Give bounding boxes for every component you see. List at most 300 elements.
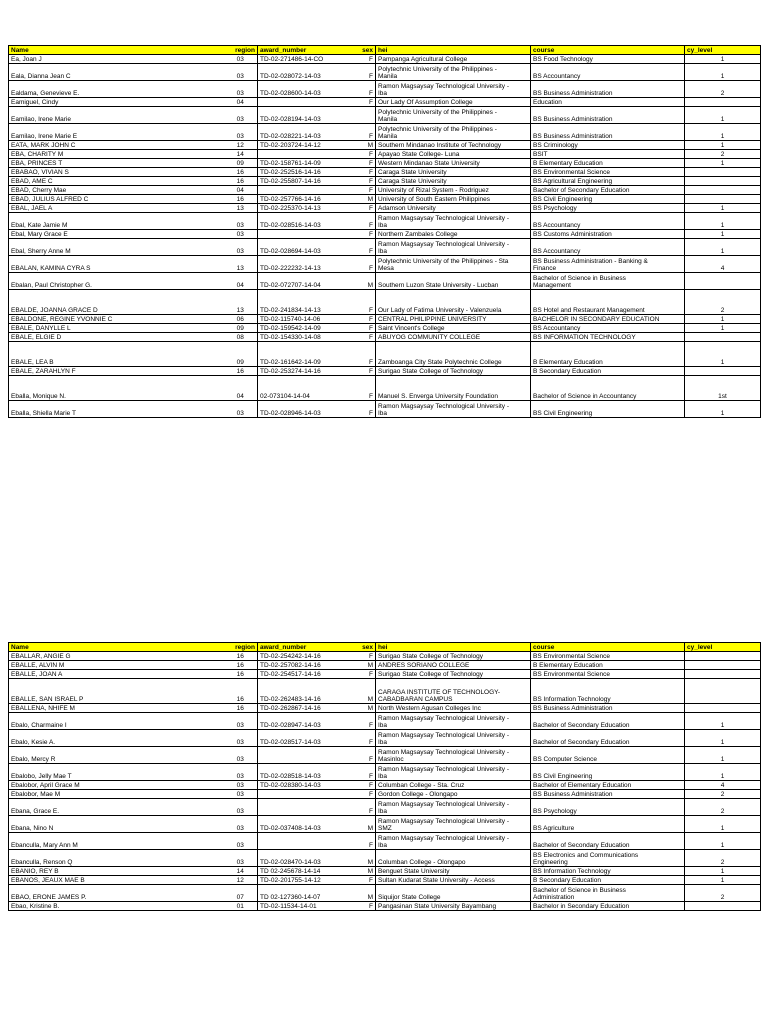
name-cell: Ealdama, Genevieve E. (9, 81, 224, 98)
sex-cell: F (350, 315, 376, 324)
cy-level-cell: 1 (685, 324, 761, 333)
award-number-cell (258, 150, 350, 159)
cy-level-cell (685, 679, 761, 704)
award-number-cell: TD-02-028518-14-03 (258, 764, 350, 781)
award-number-cell: 02-073104-14-04 (258, 376, 350, 401)
name-cell: EBABAO, VIVIAN S (9, 168, 224, 177)
sex-cell: M (350, 679, 376, 704)
sex-cell: F (350, 98, 376, 107)
name-cell: EBANOS, JEAUX MAE B (9, 876, 224, 885)
award-number-cell: TD-02-037408-14-03 (258, 816, 350, 833)
hei-cell: CARAGA INSTITUTE OF TECHNOLOGY- CABADBARAN CAMPUS (376, 679, 531, 704)
cy-level-cell: 2 (685, 799, 761, 816)
course-cell: BS Hotel and Restaurant Management (531, 290, 685, 315)
cy-level-cell: 1 (685, 867, 761, 876)
region-cell: 03 (224, 850, 258, 867)
table-row (9, 124, 761, 141)
hei-cell: Southern Luzon State University - Lucban (376, 273, 531, 290)
table-row (9, 177, 761, 186)
hei-cell: Gordon College - Olongapo (376, 790, 531, 799)
region-cell: 16 (224, 670, 258, 679)
sex-cell: F (350, 790, 376, 799)
sex-cell: F (350, 747, 376, 764)
cy-level-cell: 1 (685, 159, 761, 168)
award-number-cell: TD-02-161642-14-09 (258, 342, 350, 367)
name-cell: Eballa, Shiella Marie T (9, 401, 224, 418)
sex-cell: F (350, 150, 376, 159)
award-number-cell: TD-02-257766-14-16 (258, 195, 350, 204)
cy-level-cell (685, 333, 761, 342)
cy-level-cell: 1st (685, 376, 761, 401)
name-cell: EBAL, JAEL A (9, 204, 224, 213)
award-number-cell: TD-02-201755-14-12 (258, 876, 350, 885)
table-row (9, 764, 761, 781)
region-cell: 08 (224, 333, 258, 342)
hei-cell: Siquijor State College (376, 885, 531, 902)
hei-cell: Ramon Magsaysay Technological University - Iba (376, 713, 531, 730)
hei-cell: Ramon Magsaysay Technological University - Masinloc (376, 747, 531, 764)
table-row (9, 315, 761, 324)
hei-cell: Ramon Magsaysay Technological University - Iba (376, 213, 531, 230)
region-cell: 09 (224, 342, 258, 367)
course-cell: BSIT (531, 150, 685, 159)
region-cell: 13 (224, 204, 258, 213)
award-number-cell: TD-02-271486-14-CO (258, 55, 350, 64)
sex-cell: F (350, 333, 376, 342)
hei-cell: Our Lady Of Assumption College (376, 98, 531, 107)
table-row (9, 902, 761, 911)
hei-cell: Saint Vincent's College (376, 324, 531, 333)
name-cell: EBALAN, KAMINA CYRA S (9, 256, 224, 273)
name-cell: Eamilao, Irene Marie (9, 107, 224, 124)
name-cell: EBALLENA, NHIFE M (9, 704, 224, 713)
table-row (9, 141, 761, 150)
region-cell: 14 (224, 867, 258, 876)
sex-cell: F (350, 64, 376, 81)
hei-cell: Polytechnic University of the Philippines - Manila (376, 64, 531, 81)
table-row (9, 213, 761, 230)
hei-cell: ANDRES SORIANO COLLEGE (376, 661, 531, 670)
name-cell: EBANIO, REY B (9, 867, 224, 876)
sex-cell: F (350, 256, 376, 273)
column-header-award-number: award_number (258, 643, 350, 652)
hei-cell: Columban College - Sta. Cruz (376, 781, 531, 790)
name-cell: EBAD, Cherry Mae (9, 186, 224, 195)
region-cell: 03 (224, 55, 258, 64)
hei-cell: Manuel S. Enverga University Foundation (376, 376, 531, 401)
cy-level-cell (685, 195, 761, 204)
table-row (9, 230, 761, 239)
cy-level-cell: 2 (685, 790, 761, 799)
award-number-cell (258, 833, 350, 850)
hei-cell: Polytechnic University of the Philippines - Manila (376, 124, 531, 141)
course-cell: Bachelor of Secondary Education (531, 186, 685, 195)
name-cell: EBAO, ERONE JAMES P. (9, 885, 224, 902)
course-cell: BS Environmental Science (531, 168, 685, 177)
table-row (9, 324, 761, 333)
table-row (9, 816, 761, 833)
award-number-cell: TD-02-257082-14-16 (258, 661, 350, 670)
sex-cell (350, 107, 376, 124)
name-cell: Ebal, Kate Jamie M (9, 213, 224, 230)
course-cell: Bachelor of Science in Business Management (531, 273, 685, 290)
award-number-cell: TD-02-028600-14-03 (258, 81, 350, 98)
course-cell: BS Civil Engineering (531, 195, 685, 204)
region-cell: 03 (224, 747, 258, 764)
region-cell: 03 (224, 816, 258, 833)
cy-level-cell: 1 (685, 239, 761, 256)
table-row (9, 661, 761, 670)
course-cell: BS Accountancy (531, 239, 685, 256)
cy-level-cell: 2 (685, 885, 761, 902)
course-cell: BS Psychology (531, 799, 685, 816)
table-row (9, 204, 761, 213)
region-cell: 12 (224, 876, 258, 885)
name-cell: EBALE, DANYLLE L (9, 324, 224, 333)
award-number-cell: TD-02-028946-14-03 (258, 401, 350, 418)
hei-cell: University of South Eastern Philippines (376, 195, 531, 204)
award-number-cell (258, 230, 350, 239)
region-cell: 04 (224, 376, 258, 401)
hei-cell: Apayao State College- Luna (376, 150, 531, 159)
cy-level-cell: 1 (685, 315, 761, 324)
region-cell: 16 (224, 168, 258, 177)
name-cell: EBALLAR, ANGIE G (9, 652, 224, 661)
region-cell: 06 (224, 315, 258, 324)
sex-cell: M (350, 195, 376, 204)
scholar-table-1 (8, 45, 761, 418)
sex-cell: F (350, 713, 376, 730)
column-header-name: Name (9, 46, 224, 55)
cy-level-cell: 2 (685, 290, 761, 315)
name-cell: Ebalo, Mercy R (9, 747, 224, 764)
course-cell: BS Environmental Science (531, 652, 685, 661)
course-cell: BS Business Administration (531, 81, 685, 98)
table-row (9, 159, 761, 168)
course-cell: B Secondary Education (531, 876, 685, 885)
table-row (9, 781, 761, 790)
cy-level-cell (685, 98, 761, 107)
award-number-cell: TD-02-222232-14-13 (258, 256, 350, 273)
cy-level-cell: 1 (685, 764, 761, 781)
table-row (9, 704, 761, 713)
hei-cell: Western Mindanao State University (376, 159, 531, 168)
course-cell: Bachelor of Secondary Education (531, 713, 685, 730)
name-cell: Eballa, Monique N. (9, 376, 224, 401)
course-cell: BS Information Technology (531, 867, 685, 876)
name-cell: EBALLE, JOAN A (9, 670, 224, 679)
course-cell: B Elementary Education (531, 661, 685, 670)
sex-cell: F (350, 670, 376, 679)
course-cell: BS Agricultural Engineering (531, 177, 685, 186)
sex-cell: F (350, 376, 376, 401)
column-header-course: course (531, 643, 685, 652)
table-row (9, 799, 761, 816)
sex-cell: M (350, 850, 376, 867)
hei-cell: Adamson University (376, 204, 531, 213)
region-cell: 16 (224, 177, 258, 186)
cy-level-cell: 1 (685, 213, 761, 230)
column-header-region: region (224, 46, 258, 55)
award-number-cell: TD-02-028947-14-03 (258, 713, 350, 730)
table-row (9, 367, 761, 376)
cy-level-cell: 1 (685, 816, 761, 833)
table-row (9, 150, 761, 159)
award-number-cell: TD-02-159542-14-09 (258, 324, 350, 333)
hei-cell: Northern Zambales College (376, 230, 531, 239)
region-cell: 03 (224, 833, 258, 850)
sex-cell: F (350, 730, 376, 747)
award-number-cell (258, 98, 350, 107)
name-cell: Ebalo, Charmaine I (9, 713, 224, 730)
hei-cell: Our Lady of Fatima University - Valenzuela (376, 290, 531, 315)
course-cell: BS Business Administration (531, 790, 685, 799)
sex-cell: F (350, 177, 376, 186)
table-row (9, 850, 761, 867)
hei-cell: Columban College - Olongapo (376, 850, 531, 867)
column-header-sex: sex (350, 643, 376, 652)
region-cell: 03 (224, 230, 258, 239)
award-number-cell: TD-02-262483-14-16 (258, 679, 350, 704)
sex-cell: F (350, 186, 376, 195)
course-cell: BACHELOR IN SECONDARY EDUCATION (531, 315, 685, 324)
name-cell: EBAD, JULIUS ALFRED C (9, 195, 224, 204)
region-cell: 03 (224, 64, 258, 81)
header-row (9, 643, 761, 652)
hei-cell: Surigao State College of Technology (376, 652, 531, 661)
name-cell: Ebana, Nino N (9, 816, 224, 833)
table-row (9, 107, 761, 124)
course-cell: Bachelor of Science in Accountancy (531, 376, 685, 401)
sex-cell: F (350, 124, 376, 141)
sex-cell: F (350, 876, 376, 885)
region-cell: 04 (224, 186, 258, 195)
region-cell: 09 (224, 159, 258, 168)
region-cell: 14 (224, 150, 258, 159)
region-cell: 16 (224, 367, 258, 376)
table-row (9, 670, 761, 679)
award-number-cell: TD-02-225370-14-13 (258, 204, 350, 213)
name-cell: Ebalobor, April Grace M (9, 781, 224, 790)
region-cell: 16 (224, 704, 258, 713)
course-cell: BS Computer Science (531, 747, 685, 764)
hei-cell: Ramon Magsaysay Technological University - Iba (376, 799, 531, 816)
cy-level-cell: 4 (685, 256, 761, 273)
name-cell: Ebalobor, Mae M (9, 790, 224, 799)
region-cell: 04 (224, 98, 258, 107)
region-cell: 16 (224, 652, 258, 661)
column-header-hei: hei (376, 46, 531, 55)
hei-cell: Southern Mindanao Institute of Technology (376, 141, 531, 150)
award-number-cell (258, 747, 350, 764)
course-cell: BS Business Administration (531, 704, 685, 713)
name-cell: EBA, PRINCES T (9, 159, 224, 168)
name-cell: EBA, CHARITY M (9, 150, 224, 159)
sex-cell: F (350, 902, 376, 911)
sex-cell: F (350, 342, 376, 367)
sex-cell: F (350, 367, 376, 376)
sex-cell: M (350, 273, 376, 290)
name-cell: Eala, Dianna Jean C (9, 64, 224, 81)
course-cell: BS Civil Engineering (531, 401, 685, 418)
cy-level-cell: 1 (685, 107, 761, 124)
cy-level-cell (685, 168, 761, 177)
cy-level-cell (685, 652, 761, 661)
column-header-hei: hei (376, 643, 531, 652)
hei-cell: CENTRAL PHILIPPINE UNIVERSITY (376, 315, 531, 324)
sex-cell: F (350, 81, 376, 98)
table-row (9, 98, 761, 107)
sex-cell: F (350, 290, 376, 315)
name-cell: Eamilao, Irene Marie E (9, 124, 224, 141)
hei-cell: Ramon Magsaysay Technological University - Iba (376, 730, 531, 747)
hei-cell: Ramon Magsaysay Technological University - Iba (376, 239, 531, 256)
course-cell: BS Psychology (531, 204, 685, 213)
region-cell: 13 (224, 256, 258, 273)
cy-level-cell: 1 (685, 401, 761, 418)
cy-level-cell: 1 (685, 833, 761, 850)
column-header-cy-level: cy_level (685, 643, 761, 652)
hei-cell: North Western Agusan Colleges Inc (376, 704, 531, 713)
sex-cell: M (350, 661, 376, 670)
award-number-cell: TD-02-11534-14-01 (258, 902, 350, 911)
table-row (9, 885, 761, 902)
hei-cell: Zamboanga City State Polytechnic College (376, 342, 531, 367)
cy-level-cell (685, 670, 761, 679)
course-cell: BS Electronics and Communications Engineering (531, 850, 685, 867)
sex-cell: M (350, 867, 376, 876)
course-cell: BS Business Administration (531, 107, 685, 124)
table-row (9, 876, 761, 885)
award-number-cell (258, 799, 350, 816)
region-cell: 03 (224, 730, 258, 747)
cy-level-cell (685, 661, 761, 670)
award-number-cell: TD-02-072707-14-04 (258, 273, 350, 290)
hei-cell: Pangasinan State University Bayambang (376, 902, 531, 911)
hei-cell: Ramon Magsaysay Technological University - Iba (376, 81, 531, 98)
column-header-region: region (224, 643, 258, 652)
course-cell: Bachelor of Secondary Education (531, 833, 685, 850)
table-row (9, 290, 761, 315)
name-cell: Ebanculla, Mary Ann M (9, 833, 224, 850)
hei-cell: Polytechnic University of the Philippines - Sta Mesa (376, 256, 531, 273)
table-row (9, 713, 761, 730)
sex-cell: F (350, 168, 376, 177)
course-cell: BS Civil Engineering (531, 764, 685, 781)
name-cell: EBALLE, ALVIN M (9, 661, 224, 670)
hei-cell: Ramon Magsaysay Technological University - Iba (376, 833, 531, 850)
name-cell: Ebana, Grace E. (9, 799, 224, 816)
sex-cell: M (350, 141, 376, 150)
region-cell: 03 (224, 107, 258, 124)
cy-level-cell: 4 (685, 781, 761, 790)
table-row (9, 679, 761, 704)
sex-cell: F (350, 324, 376, 333)
region-cell: 16 (224, 661, 258, 670)
cy-level-cell: 1 (685, 55, 761, 64)
region-cell: 13 (224, 290, 258, 315)
region-cell: 03 (224, 764, 258, 781)
award-number-cell: TD-02-241834-14-13 (258, 290, 350, 315)
course-cell: BS Accountancy (531, 64, 685, 81)
table-row (9, 652, 761, 661)
name-cell: EBALLE, SAN ISRAEL P (9, 679, 224, 704)
course-cell: BS Business Administration - Banking & Finance (531, 256, 685, 273)
award-number-cell: TD-02-203724-14-12 (258, 141, 350, 150)
award-number-cell: TD-02-154330-14-08 (258, 333, 350, 342)
hei-cell: Caraga State University (376, 168, 531, 177)
award-number-cell: TD-02-115740-14-06 (258, 315, 350, 324)
course-cell: B Elementary Education (531, 159, 685, 168)
sex-cell: F (350, 764, 376, 781)
award-number-cell: TD-02-028380-14-03 (258, 781, 350, 790)
region-cell: 03 (224, 781, 258, 790)
region-cell: 09 (224, 324, 258, 333)
name-cell: Ebanculla, Renson Q (9, 850, 224, 867)
region-cell: 03 (224, 239, 258, 256)
name-cell: Ebal, Mary Grace E (9, 230, 224, 239)
cy-level-cell: 2 (685, 81, 761, 98)
region-cell: 03 (224, 124, 258, 141)
award-number-cell: TD-02-253274-14-16 (258, 367, 350, 376)
award-number-cell: TD-02-255807-14-16 (258, 177, 350, 186)
hei-cell: Sultan Kudarat State University - Access (376, 876, 531, 885)
hei-cell: University of Rizal System - Rodriguez (376, 186, 531, 195)
name-cell: Ebao, Kristine B. (9, 902, 224, 911)
sex-cell: F (350, 833, 376, 850)
hei-cell: Polytechnic University of the Philippines - Manila (376, 107, 531, 124)
award-number-cell: TD-02-028221-14-03 (258, 124, 350, 141)
name-cell: Eamiguel, Cindy (9, 98, 224, 107)
region-cell: 03 (224, 790, 258, 799)
cy-level-cell: 1 (685, 230, 761, 239)
region-cell: 16 (224, 195, 258, 204)
region-cell: 07 (224, 885, 258, 902)
award-number-cell: TD-02-254242-14-16 (258, 652, 350, 661)
name-cell: EBALDE, JOANNA GRACE D (9, 290, 224, 315)
award-number-cell: TD-02-252516-14-16 (258, 168, 350, 177)
award-number-cell: TD-02-028470-14-03 (258, 850, 350, 867)
hei-cell: Surigao State College of Technology (376, 670, 531, 679)
sex-cell: F (350, 401, 376, 418)
table-row (9, 64, 761, 81)
table-row (9, 256, 761, 273)
name-cell: EBALE, LEA B (9, 342, 224, 367)
course-cell: BS Agriculture (531, 816, 685, 833)
column-header-sex: sex (350, 46, 376, 55)
region-cell: 16 (224, 679, 258, 704)
region-cell: 03 (224, 213, 258, 230)
cy-level-cell (685, 177, 761, 186)
course-cell: Education (531, 98, 685, 107)
hei-cell: Caraga State University (376, 177, 531, 186)
column-header-course: course (531, 46, 685, 55)
cy-level-cell: 1 (685, 876, 761, 885)
sex-cell: F (350, 652, 376, 661)
sex-cell: F (350, 213, 376, 230)
cy-level-cell: 1 (685, 64, 761, 81)
name-cell: EATA, MARK JOHN C (9, 141, 224, 150)
sex-cell: F (350, 799, 376, 816)
course-cell: Bachelor of Secondary Education (531, 730, 685, 747)
course-cell: B Elementary Education (531, 342, 685, 367)
cy-level-cell (685, 186, 761, 195)
hei-cell: Ramon Magsaysay Technological University - Iba (376, 401, 531, 418)
cy-level-cell: 1 (685, 747, 761, 764)
cy-level-cell: 2 (685, 850, 761, 867)
region-cell: 04 (224, 273, 258, 290)
sex-cell: M (350, 816, 376, 833)
